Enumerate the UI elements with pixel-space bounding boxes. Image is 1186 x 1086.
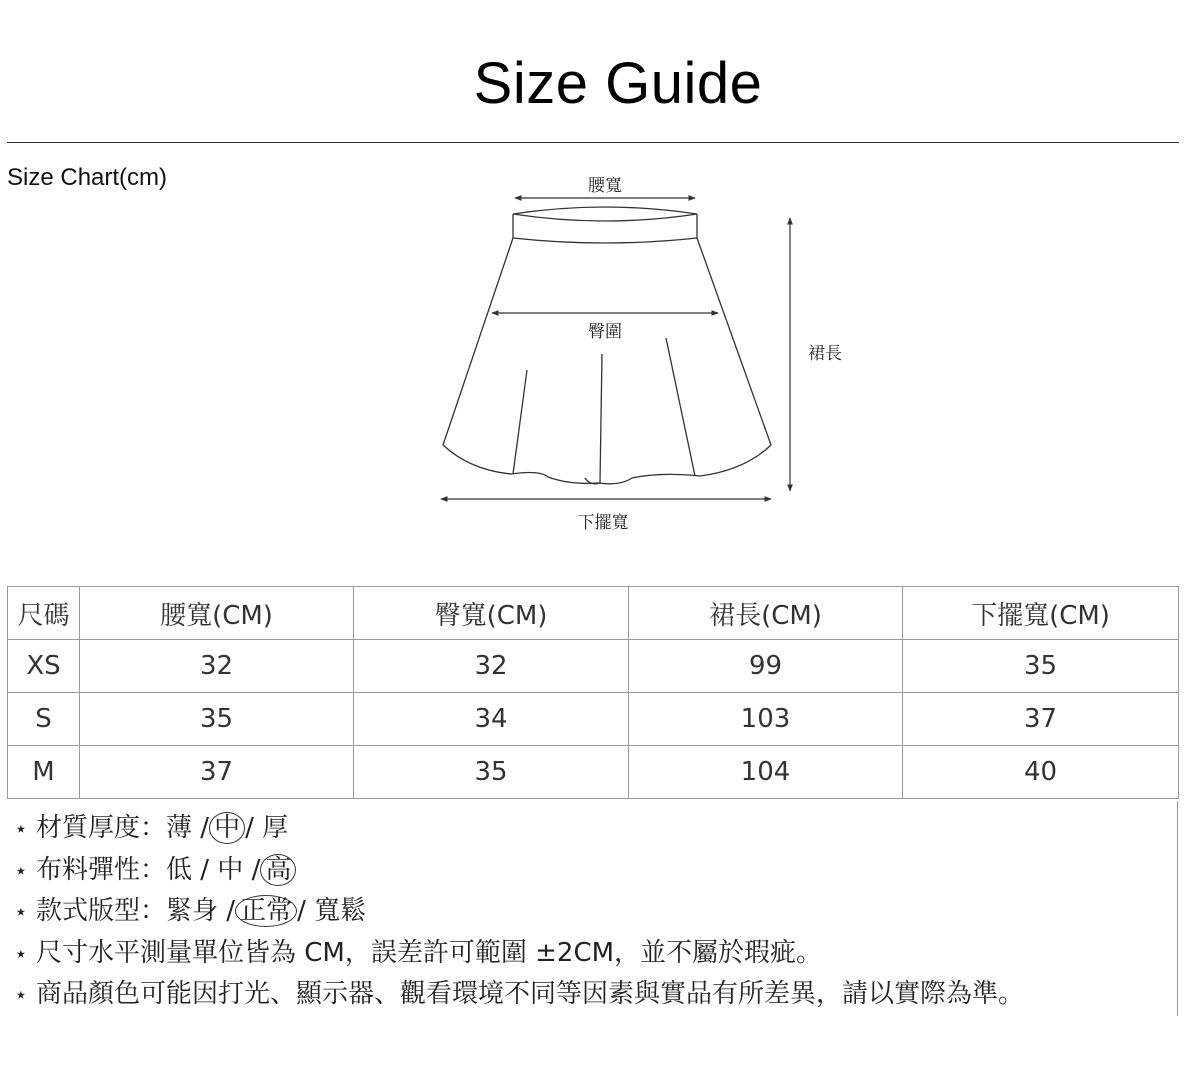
option-tight: 緊身 [166, 896, 219, 926]
notes [14, 808, 1024, 1016]
star-icon: ⋆ [14, 817, 28, 842]
note-color [14, 974, 1024, 1016]
cell-size: XS [8, 640, 80, 693]
star-icon: ⋆ [14, 941, 28, 967]
option-medium-selected: 中 [209, 812, 245, 844]
cell-hem: 40 [903, 746, 1179, 799]
table-header-row [8, 587, 1179, 640]
cell-waist: 37 [80, 746, 354, 799]
note-label: 布料彈性： [36, 854, 167, 885]
cell-size: M [8, 746, 80, 799]
header-length: 裙長(CM) [629, 587, 903, 640]
waist-label: 腰寬 [588, 176, 622, 196]
hip-label: 臀圍 [588, 322, 622, 342]
cell-length: 99 [629, 640, 903, 693]
header-hip: 臀寬(CM) [354, 587, 629, 640]
cell-size: S [8, 693, 80, 746]
cell-hip: 32 [354, 640, 629, 693]
cell-length: 103 [629, 693, 903, 746]
star-icon: ⋆ [14, 900, 28, 925]
star-icon: ⋆ [14, 858, 28, 884]
size-chart-subtitle: Size Chart(cm) [7, 164, 168, 191]
cell-hem: 37 [903, 693, 1179, 746]
note-text: 尺寸水平測量單位皆為 CM，誤差許可範圍 ±2CM，並不屬於瑕疵。 [36, 937, 823, 968]
note-label: 材質厚度： [36, 813, 167, 843]
cell-hip: 35 [354, 746, 629, 799]
option-regular-selected: 正常 [235, 895, 297, 927]
header-waist: 腰寬(CM) [80, 587, 354, 640]
note-measurement [14, 933, 1024, 975]
header-size: 尺碼 [8, 587, 80, 640]
note-thickness: ⋆ 材質厚度：薄 / 中 / 厚 [14, 808, 1024, 850]
header-hem: 下擺寬(CM) [903, 587, 1179, 640]
note-text: 商品顏色可能因打光、顯示器、觀看環境不同等因素與實品有所差異，請以實際為準。 [36, 979, 1025, 1009]
table-row [8, 746, 1179, 799]
hem-label: 下擺寬 [577, 513, 629, 533]
note-elasticity: ⋆ 布料彈性：低 / 中 / 高 [14, 850, 1024, 892]
option-loose: 寬鬆 [314, 896, 367, 926]
option-low: 低 [166, 854, 193, 885]
size-table [7, 586, 1179, 799]
cell-waist: 32 [80, 640, 354, 693]
option-thick: 厚 [262, 813, 289, 843]
note-fit: ⋆ 款式版型：緊身 / 正常 / 寬鬆 [14, 891, 1024, 933]
note-label: 款式版型： [36, 896, 167, 926]
option-high-selected: 高 [260, 854, 296, 886]
cell-hem: 35 [903, 640, 1179, 693]
star-icon: ⋆ [14, 983, 28, 1008]
table-row [8, 640, 1179, 693]
option-thin: 薄 [166, 813, 193, 843]
table-row [8, 693, 1179, 746]
option-medium: 中 [217, 854, 244, 885]
length-label: 裙長 [808, 344, 842, 364]
cell-length: 104 [629, 746, 903, 799]
cell-waist: 35 [80, 693, 354, 746]
cell-hip: 34 [354, 693, 629, 746]
page-title: Size Guide [473, 51, 763, 116]
skirt-outline [443, 207, 771, 484]
